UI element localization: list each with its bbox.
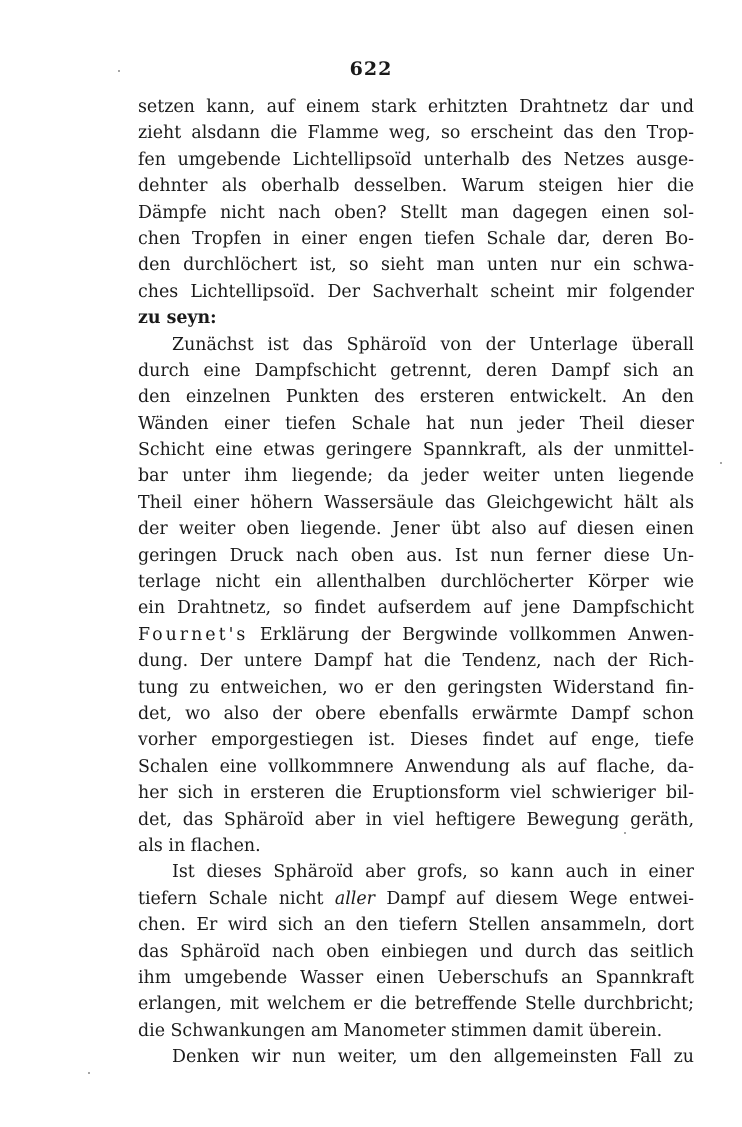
- emphasized-word: aller: [334, 888, 375, 909]
- text-line: det, das Sphäroïd aber in viel heftigere Bewegung geräth,: [138, 809, 694, 830]
- text-line: Wänden einer tiefen Schale hat nun jeder Theil dieser: [138, 413, 694, 434]
- text-line: ein Drahtnetz, so findet aufserdem auf jene Dampfschicht: [138, 598, 694, 619]
- text-line: Schicht eine etwas geringere Spannkraft, als der unmittel-: [138, 440, 694, 461]
- text-line: Schalen eine vollkommnere Anwendung als auf flache, da-: [138, 756, 694, 777]
- text-line: vorher emporgestiegen ist. Dieses findet auf enge, tiefe: [138, 730, 694, 751]
- text-line: durch eine Dampfschicht getrennt, deren Dampf sich an: [138, 360, 694, 381]
- text-line: [138, 886, 694, 912]
- text-line: dehnter als oberhalb desselben. Warum steigen hier die: [138, 176, 694, 197]
- page-number: 622: [349, 58, 393, 80]
- text-line: den durchlöchert ist, so sieht man unten nur ein schwa-: [138, 255, 694, 276]
- text-line: her sich in ersteren die Eruptionsform viel schwieriger bil-: [138, 783, 694, 804]
- text-line: zieht alsdann die Flamme weg, so erscheint das den Trop-: [138, 123, 694, 144]
- scan-speck: [88, 1072, 90, 1074]
- text-line: chen Tropfen in einer engen tiefen Schale dar, deren Bo-: [138, 228, 694, 249]
- text-line: die Schwankungen am Manometer stimmen damit überein.: [138, 1020, 663, 1041]
- text-line-part: Dampf auf diesem Wege entwei-: [386, 888, 694, 909]
- text-line: tung zu entweichen, wo er den geringsten Widerstand fin-: [138, 677, 694, 698]
- text-line: chen. Er wird sich an den tiefern Stellen ansammeln, dort: [138, 915, 694, 936]
- scan-speck: [720, 462, 722, 464]
- text-line: fen umgebende Lichtellipsoïd unterhalb des Netzes ausge-: [138, 149, 694, 170]
- text-line: dung. Der untere Dampf hat die Tendenz, nach der Rich-: [138, 651, 694, 672]
- author-name-spaced: Fournet's: [138, 624, 249, 645]
- text-line: zu seyn:: [138, 308, 217, 329]
- text-line: bar unter ihm liegende; da jeder weiter unten liegende: [138, 466, 694, 487]
- text-line: den einzelnen Punkten des ersteren entwickelt. An den: [138, 387, 694, 408]
- text-line: das Sphäroïd nach oben einbiegen und durch das seitlich: [138, 941, 694, 962]
- text-line: terlage nicht ein allenthalben durchlöcherter Körper wie: [138, 572, 694, 593]
- text-line: als in flachen.: [138, 835, 261, 856]
- paragraph-start-line: Ist dieses Sphäroïd aber grofs, so kann auch in einer: [172, 862, 694, 883]
- text-line: erlangen, mit welchem er die betreffende Stelle durchbricht;: [138, 994, 694, 1015]
- scan-speck: [118, 70, 120, 72]
- text-line-part: tiefern Schale nicht: [138, 888, 324, 909]
- paragraph-start-line: Denken wir nun weiter, um den allgemeinsten Fall zu: [172, 1047, 694, 1068]
- text-line: ihm umgebende Wasser einen Ueberschufs an Spannkraft: [138, 967, 694, 988]
- scan-speck: [624, 832, 626, 834]
- paragraph-start-line: Zunächst ist das Sphäroïd von der Unterlage überall: [172, 334, 694, 355]
- text-line: ches Lichtellipsoïd. Der Sachverhalt scheint mir folgender: [138, 281, 694, 302]
- text-line: [138, 622, 694, 648]
- text-line: setzen kann, auf einem stark erhitzten Drahtnetz dar und: [138, 97, 694, 117]
- text-line: der weiter oben liegende. Jener übt also auf diesen einen: [138, 519, 694, 540]
- text-line: det, wo also der obere ebenfalls erwärmte Dampf schon: [138, 703, 694, 724]
- text-line-remainder: Erklärung der Bergwinde vollkommen Anwen-: [259, 624, 694, 645]
- text-line: Dämpfe nicht nach oben? Stellt man dagegen einen sol-: [138, 202, 694, 223]
- text-line: Theil einer höhern Wassersäule das Gleichgewicht hält als: [138, 492, 694, 513]
- text-line: geringen Druck nach oben aus. Ist nun ferner diese Un-: [138, 545, 694, 566]
- body-text: [138, 94, 694, 1070]
